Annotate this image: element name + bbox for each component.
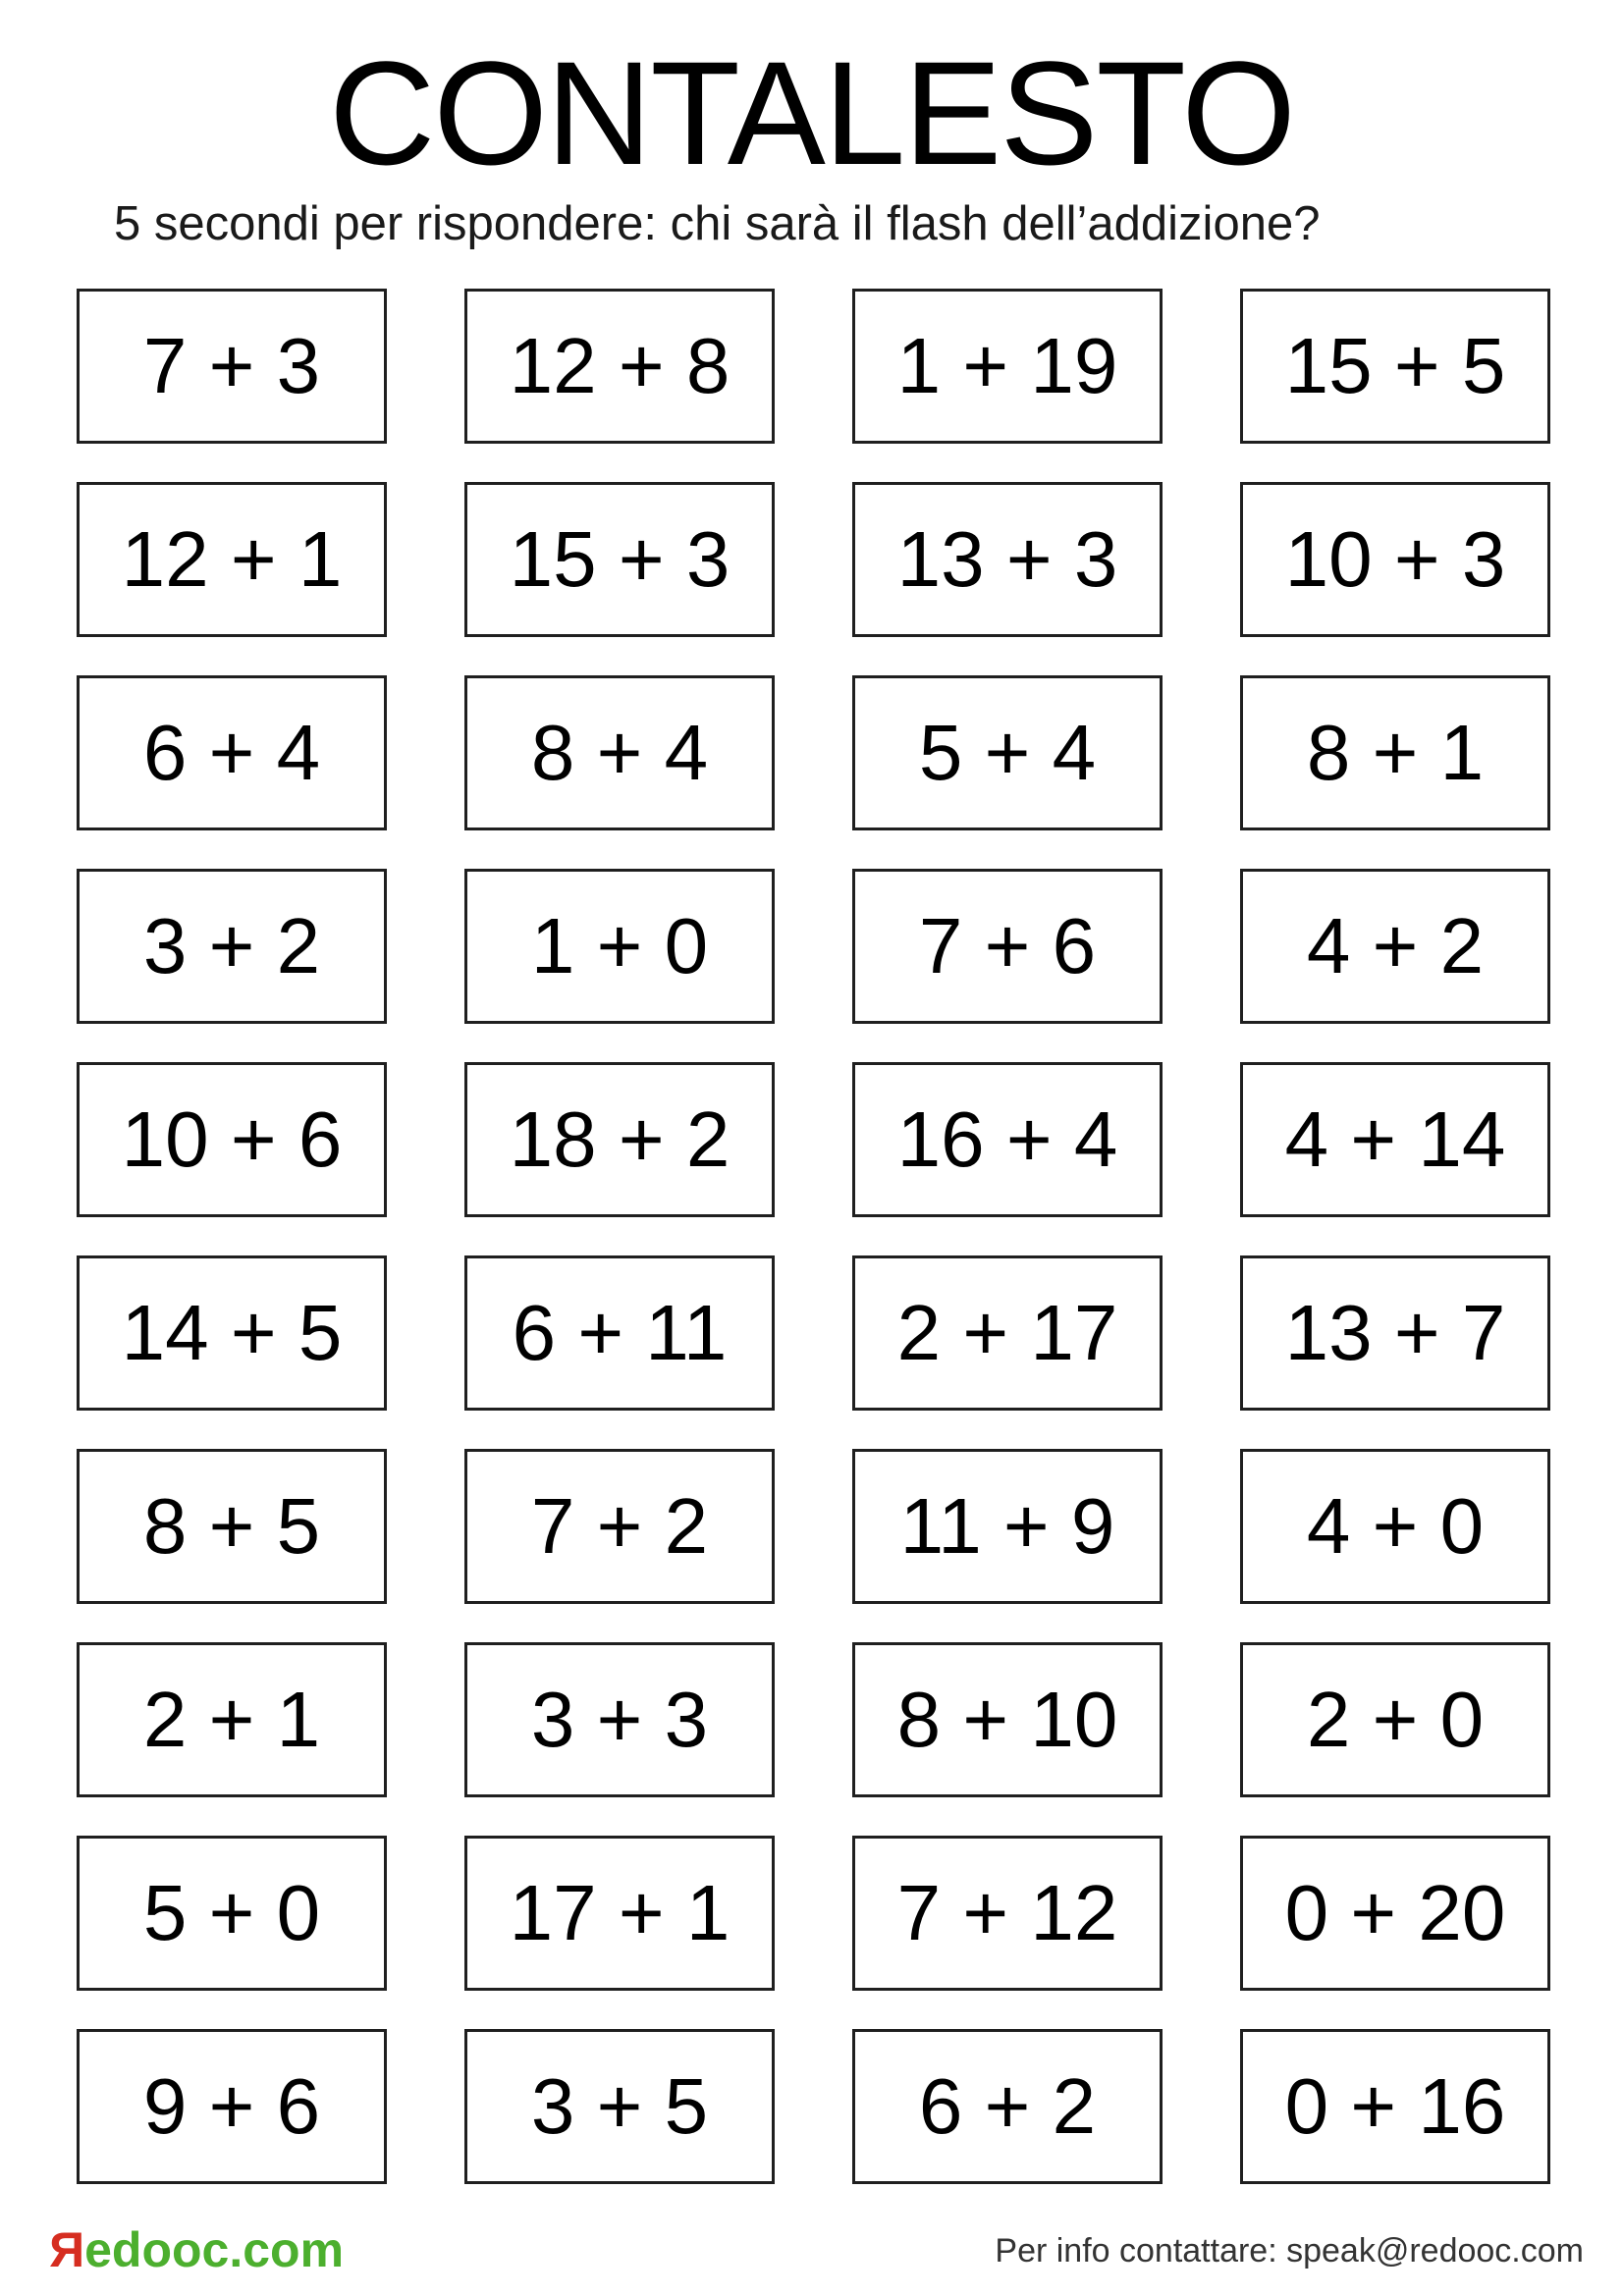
exercise-card: 13 + 3 xyxy=(852,482,1163,637)
exercise-card: 11 + 9 xyxy=(852,1449,1163,1604)
exercise-card: 4 + 0 xyxy=(1240,1449,1550,1604)
exercise-card: 6 + 2 xyxy=(852,2029,1163,2184)
exercise-card: 3 + 3 xyxy=(464,1642,775,1797)
exercise-card: 5 + 4 xyxy=(852,675,1163,830)
exercise-card: 8 + 1 xyxy=(1240,675,1550,830)
redooc-logo xyxy=(49,2220,344,2279)
exercise-card: 6 + 4 xyxy=(77,675,387,830)
exercise-card: 1 + 0 xyxy=(464,869,775,1024)
exercise-card: 9 + 6 xyxy=(77,2029,387,2184)
exercise-card: 7 + 12 xyxy=(852,1836,1163,1991)
exercise-card: 7 + 3 xyxy=(77,289,387,444)
exercise-card: 8 + 10 xyxy=(852,1642,1163,1797)
exercise-card: 0 + 16 xyxy=(1240,2029,1550,2184)
exercise-card: 2 + 0 xyxy=(1240,1642,1550,1797)
exercise-card: 7 + 2 xyxy=(464,1449,775,1604)
page-title: CONTALESTO xyxy=(329,30,1294,195)
exercise-card: 8 + 5 xyxy=(77,1449,387,1604)
exercise-card: 2 + 1 xyxy=(77,1642,387,1797)
contact-info: Per info contattare: speak@redooc.com xyxy=(995,2232,1584,2269)
exercise-card: 0 + 20 xyxy=(1240,1836,1550,1991)
exercise-card: 15 + 5 xyxy=(1240,289,1550,444)
exercise-card: 5 + 0 xyxy=(77,1836,387,1991)
exercise-grid xyxy=(77,289,1551,2185)
exercise-card: 4 + 2 xyxy=(1240,869,1550,1024)
exercise-card: 2 + 17 xyxy=(852,1255,1163,1411)
exercise-card: 10 + 3 xyxy=(1240,482,1550,637)
exercise-card: 15 + 3 xyxy=(464,482,775,637)
exercise-card: 13 + 7 xyxy=(1240,1255,1550,1411)
exercise-card: 12 + 1 xyxy=(77,482,387,637)
exercise-card: 16 + 4 xyxy=(852,1062,1163,1217)
logo-mirrored-r: R xyxy=(49,2222,85,2277)
exercise-card: 10 + 6 xyxy=(77,1062,387,1217)
exercise-card: 3 + 5 xyxy=(464,2029,775,2184)
exercise-card: 4 + 14 xyxy=(1240,1062,1550,1217)
exercise-card: 3 + 2 xyxy=(77,869,387,1024)
exercise-card: 12 + 8 xyxy=(464,289,775,444)
exercise-card: 14 + 5 xyxy=(77,1255,387,1411)
exercise-card: 8 + 4 xyxy=(464,675,775,830)
exercise-card: 1 + 19 xyxy=(852,289,1163,444)
exercise-card: 6 + 11 xyxy=(464,1255,775,1411)
logo-wordmark: edooc.com xyxy=(84,2222,345,2277)
exercise-card: 17 + 1 xyxy=(464,1836,775,1991)
exercise-card: 18 + 2 xyxy=(464,1062,775,1217)
instructions-text: 5 secondi per rispondere: chi sarà il flash dell’addizione? xyxy=(114,197,1321,250)
exercise-card: 7 + 6 xyxy=(852,869,1163,1024)
